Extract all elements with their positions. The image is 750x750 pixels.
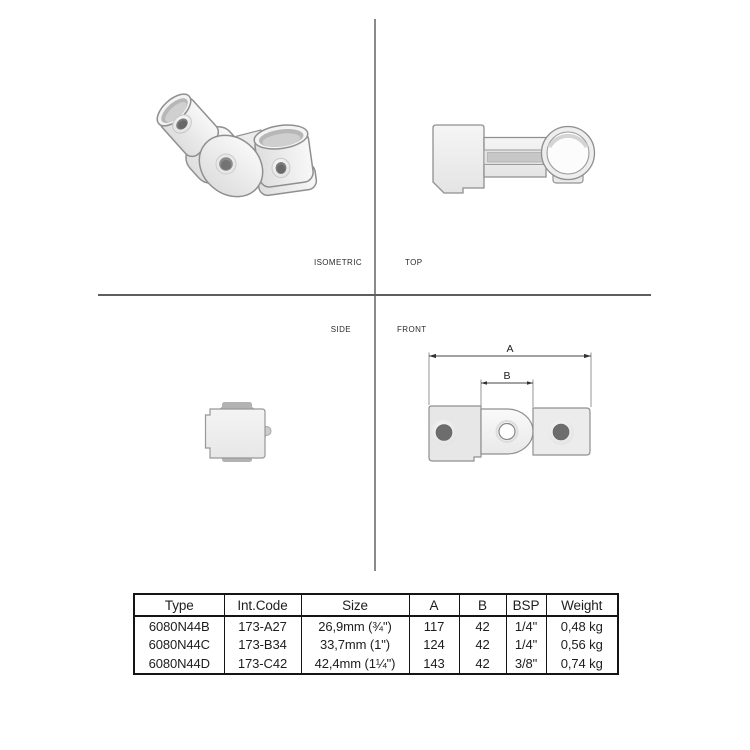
table-row [134, 616, 618, 636]
front-view [415, 340, 610, 480]
table-row [134, 654, 618, 674]
top-ring-bore [547, 132, 589, 174]
top-view [400, 95, 630, 225]
table-row [134, 636, 618, 655]
view-label-top: TOP [405, 258, 423, 267]
front-pivot-hole [499, 424, 515, 440]
front-right-setscrew-hole [553, 424, 569, 440]
table-cell: 0,48 kg [546, 616, 618, 636]
table-cell: 143 [409, 654, 459, 674]
table-cell: 6080N44C [148, 637, 210, 653]
table-cell: 26,9mm (¾") [301, 616, 409, 636]
table-cell: 173-A27 [224, 616, 301, 636]
table-cell: 0,56 kg [546, 636, 618, 655]
header-size: Size [301, 594, 409, 616]
table-cell: 1/4" [506, 636, 546, 655]
view-label-side: SIDE [330, 325, 351, 334]
front-left-setscrew-hole [436, 425, 452, 441]
dim-b-label: B [503, 370, 511, 382]
table-cell: 42 [459, 616, 506, 636]
side-view [180, 385, 300, 495]
table-cell: 6080N44D [148, 655, 210, 671]
table-cell: 42 [459, 654, 506, 674]
table-cell: 33,7mm (1") [301, 636, 409, 655]
table-cell: 124 [409, 636, 459, 655]
table-cell: 173-C42 [224, 654, 301, 674]
table-cell: 1/4" [506, 616, 546, 636]
table-header-row [134, 594, 618, 616]
table-cell: 117 [409, 616, 459, 636]
header-b: B [459, 594, 506, 616]
view-label-front: FRONT [397, 325, 427, 334]
spec-table [133, 593, 619, 675]
top-left-socket [433, 125, 484, 193]
table-cell: 0,74 kg [546, 654, 618, 674]
header-type: Type [134, 594, 224, 616]
horizontal-divider [98, 294, 651, 296]
header-intcode: Int.Code [224, 594, 301, 616]
side-plate [206, 409, 266, 458]
isometric-view [95, 60, 345, 290]
table-cell: 3/8" [506, 654, 546, 674]
header-weight: Weight [546, 594, 618, 616]
header-a: A [409, 594, 459, 616]
table-cell: 42,4mm (1¼") [301, 654, 409, 674]
iso-right-setscrew-hole [272, 158, 290, 177]
table-cell: 6080N44B [148, 618, 210, 634]
header-bsp: BSP [506, 594, 546, 616]
dim-a-label: A [506, 343, 514, 355]
table-cell: 42 [459, 636, 506, 655]
view-label-isometric: ISOMETRIC [313, 258, 362, 267]
dimension-b [481, 380, 533, 408]
table-cell: 173-B34 [224, 636, 301, 655]
